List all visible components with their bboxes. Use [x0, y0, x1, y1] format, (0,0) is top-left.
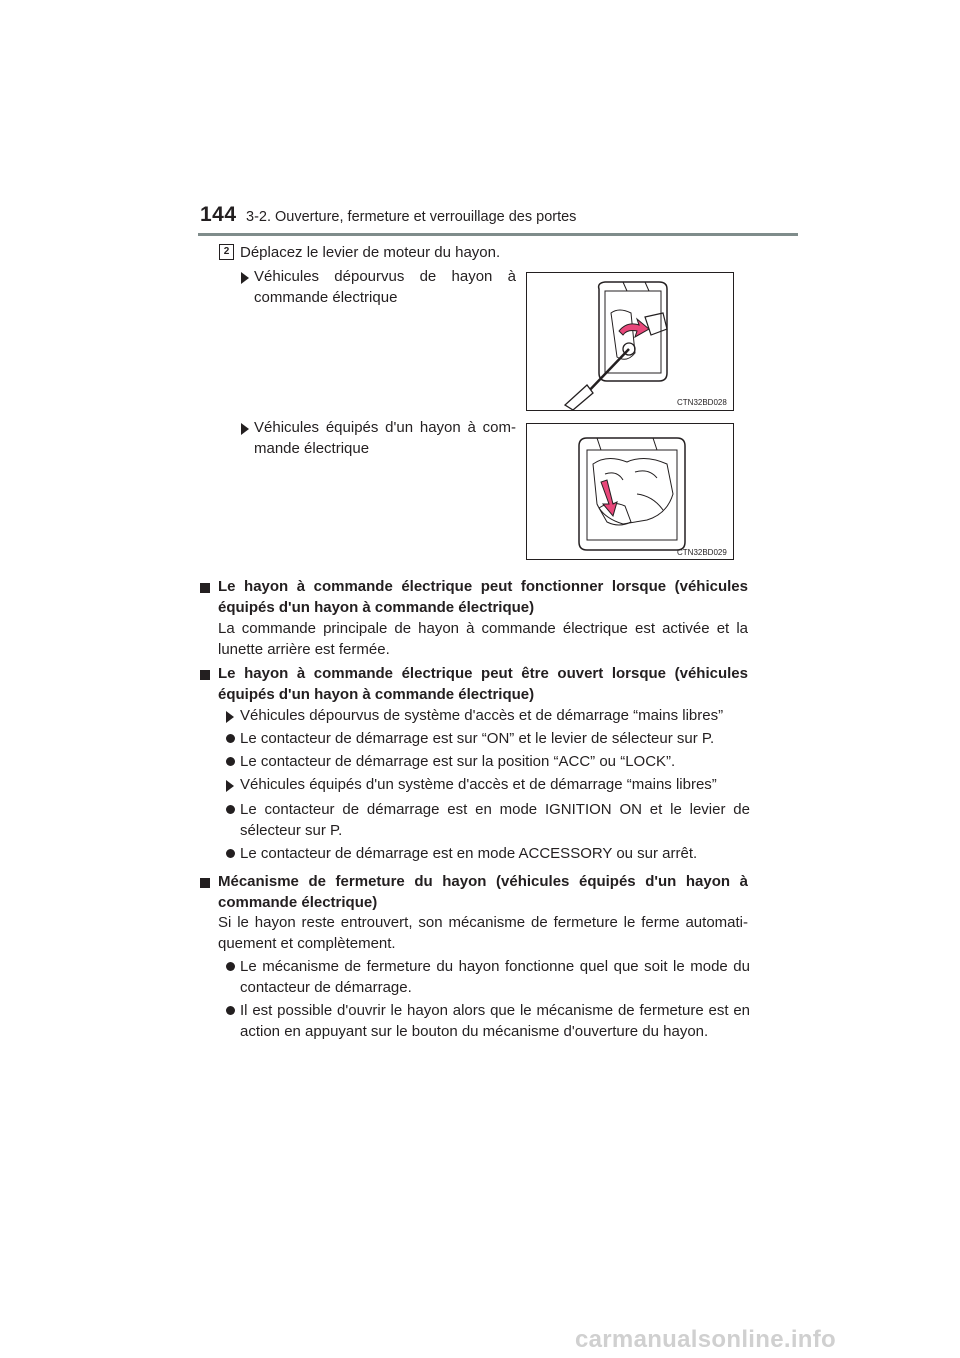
case-label: Véhicules dépourvus de hayon à commande électrique	[254, 268, 516, 306]
chapter-title: 3-2. Ouverture, fermeture et verrouillage des portes	[246, 209, 577, 225]
triangle-bullet-icon	[226, 711, 234, 723]
header-divider	[198, 233, 798, 236]
section-paragraph: Si le hayon reste entrouvert, son mécanisme de fermeture le ferme automati-quement et complètement.	[218, 914, 748, 952]
power-tailgate-illustration	[527, 424, 733, 559]
list-item: Le mécanisme de fermeture du hayon fonctionne quel que soit le mode du contacteur de démarrage.	[240, 958, 750, 996]
list-item: Il est possible d'ouvrir le hayon alors que le mécanisme de fermeture est en action en appuyant sur le bouton du mécanisme d'ouverture du hayon.	[240, 1002, 750, 1040]
figure-code: CTN32BD028	[677, 398, 727, 407]
bullet-dot-icon	[226, 1006, 235, 1015]
figure-power-release	[526, 423, 734, 560]
triangle-bullet-icon	[226, 780, 234, 792]
section-heading: Le hayon à commande électrique peut fonctionner lorsque (véhicules équipés d'un hayon à commande électrique)	[218, 578, 748, 616]
list-item: Le contacteur de démarrage est sur la position “ACC” ou “LOCK”.	[240, 753, 676, 770]
triangle-bullet-icon	[241, 423, 249, 435]
condition-group-label: Véhicules équipés d'un système d'accès et de démarrage “mains libres”	[240, 776, 717, 793]
case-label: Véhicules équipés d'un hayon à com-mande électrique	[254, 419, 516, 457]
bullet-dot-icon	[226, 962, 235, 971]
section-heading: Mécanisme de fermeture du hayon (véhicules équipés d'un hayon à commande électrique)	[218, 873, 748, 911]
tailgate-lever-illustration	[527, 273, 733, 410]
triangle-bullet-icon	[241, 272, 249, 284]
bullet-dot-icon	[226, 757, 235, 766]
step-instruction: Déplacez le levier de moteur du hayon.	[240, 244, 501, 261]
section-marker-icon	[200, 583, 210, 593]
figure-code: CTN32BD029	[677, 548, 727, 557]
section-marker-icon	[200, 878, 210, 888]
step-number-badge: 2	[219, 244, 234, 260]
section-heading: Le hayon à commande électrique peut être ouvert lorsque (véhicules équipés d'un hayon à commande électrique)	[218, 665, 748, 703]
bullet-dot-icon	[226, 805, 235, 814]
site-watermark: carmanualsonline.info	[575, 1326, 837, 1353]
section-marker-icon	[200, 670, 210, 680]
bullet-dot-icon	[226, 734, 235, 743]
list-item: Le contacteur de démarrage est sur “ON” et le levier de sélecteur sur P.	[240, 730, 715, 747]
figure-manual-release	[526, 272, 734, 411]
list-item: Le contacteur de démarrage est en mode IGNITION ON et le levier de sélecteur sur P.	[240, 801, 750, 839]
bullet-dot-icon	[226, 849, 235, 858]
page-number: 144	[200, 203, 237, 226]
section-paragraph: La commande principale de hayon à commande électrique est activée et la lunette arrière est fermée.	[218, 620, 748, 658]
list-item: Le contacteur de démarrage est en mode ACCESSORY ou sur arrêt.	[240, 845, 698, 862]
condition-group-label: Véhicules dépourvus de système d'accès et de démarrage “mains libres”	[240, 707, 724, 724]
